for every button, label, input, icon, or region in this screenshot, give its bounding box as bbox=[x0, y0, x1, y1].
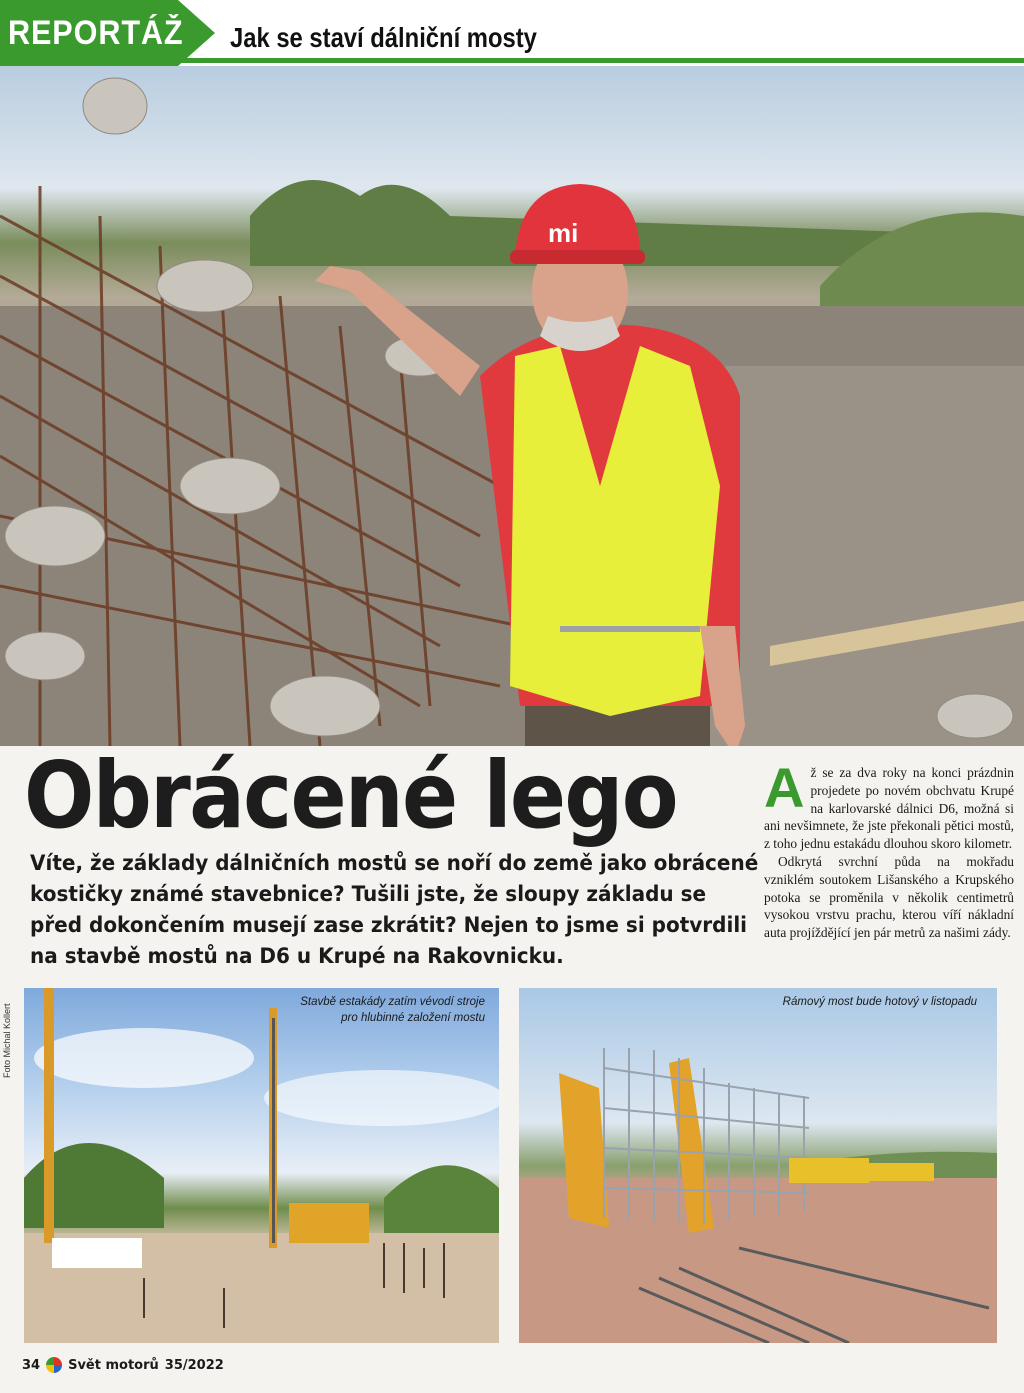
magazine-name: Svět motorů bbox=[68, 1357, 159, 1373]
section-label: REPORTÁŽ bbox=[8, 14, 184, 52]
body-paragraph: Odkrytá svrchní půda na mokřadu vzniklém soutokem Lišanského a Krupského potoka se proměnila v několik centimetrů vysokou vrstvu prachu, kterou víří nákladní auta projíždějící jen pár metrů za našimi zády. bbox=[764, 853, 1014, 941]
article-lead bbox=[30, 848, 759, 972]
photo-caption: Stavbě estakády zatím vévodí stroje pro hlubinné založení mostu bbox=[300, 996, 485, 1024]
article-body bbox=[764, 756, 1014, 942]
photo-caption: Rámový most bude hotový v listopadu bbox=[782, 996, 977, 1008]
helmet-logo: mi bbox=[548, 218, 579, 248]
body-paragraph bbox=[764, 756, 1014, 853]
section-title: Jak se staví dálniční mosty bbox=[230, 22, 537, 53]
frame-bridge-illustration bbox=[519, 988, 997, 1343]
drop-cap: A bbox=[764, 756, 805, 819]
lead-line: na stavbě mostů na D6 u Krupé na Rakovnicku. bbox=[30, 944, 564, 969]
issue-number: 35/2022 bbox=[164, 1357, 224, 1373]
lead-line: Víte, že základy dálničních mostů se noří do země jako obrácené bbox=[30, 851, 759, 876]
photo-credit: Foto Michal Kollert bbox=[2, 1003, 12, 1078]
lead-line: kostičky známé stavebnice? Tušili jste, že sloupy základu se bbox=[30, 882, 707, 907]
hero-photo-illustration bbox=[0, 66, 1024, 746]
photo-drilling-rigs bbox=[24, 988, 499, 1343]
section-header bbox=[0, 0, 1024, 66]
page-number: 34 bbox=[22, 1357, 41, 1373]
article-headline: Obrácené lego bbox=[24, 742, 677, 849]
photo-frame-bridge bbox=[519, 988, 997, 1343]
page-footer bbox=[22, 1354, 224, 1376]
hero-photo bbox=[0, 66, 1024, 746]
lead-line: před dokončením musejí zase zkrátit? Nejen to jsme si potvrdili bbox=[30, 913, 748, 938]
drilling-rigs-illustration bbox=[24, 988, 499, 1343]
body-text: ž se za dva roky na konci prázdnin projedete po novém obchvatu Krupé na karlovarské dálnici D6, možná si ani nevšimnete, že jste překonali pětici mostů, z toho jednu estakádu dlouhou skoro kilometr. bbox=[764, 765, 1014, 852]
magazine-logo-icon bbox=[46, 1357, 62, 1373]
